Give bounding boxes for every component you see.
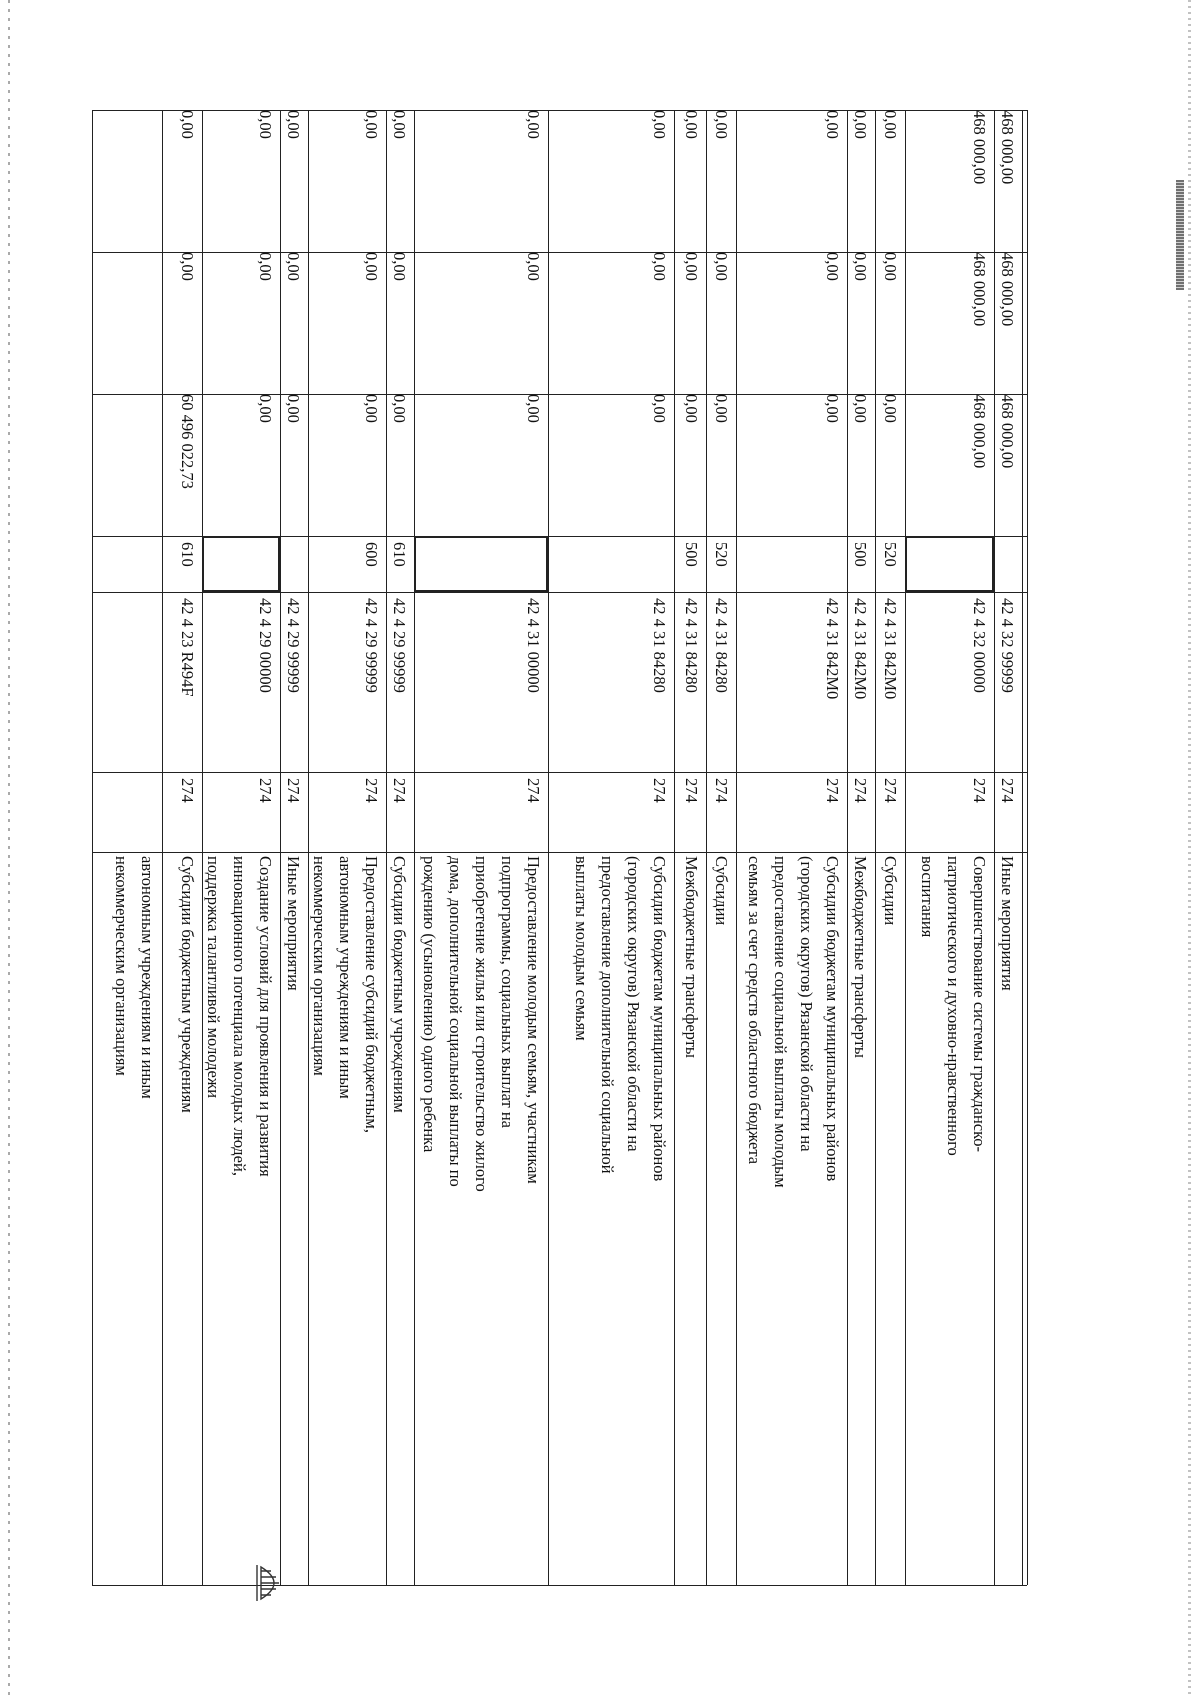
table-cell-desc: Субсидии бюджетным учреждениям [162, 852, 202, 1585]
table-cell-v3: 0,00 [414, 110, 548, 252]
table-cell-v2: 0,00 [674, 252, 706, 394]
table-cell-vedomstvo [92, 772, 162, 852]
table-cell-csr [1022, 592, 1027, 772]
table-cell-v3: 0,00 [736, 110, 847, 252]
table-cell-csr: 42 4 31 842M0 [875, 592, 905, 772]
table-cell-csr: 42 4 31 00000 [414, 592, 548, 772]
table-cell-vedomstvo: 274 [280, 772, 308, 852]
table-cell-v1: 468 000,00 [994, 394, 1022, 536]
table-cell-vedomstvo: 274 [308, 772, 386, 852]
table-cell-desc: Предоставление молодым семьям, участникам подпрограммы, социальных выплат на приобретение жилья или строительство жилого дома, дополнительной социальной выплаты по рождению (усыновлению) одного ребенка [414, 852, 548, 1585]
table-cell-vedomstvo: 274 [736, 772, 847, 852]
table-cell-vr: 500 [674, 536, 706, 592]
table-cell-vedomstvo: 274 [548, 772, 674, 852]
table-cell-desc: автономным учреждениям и иным некоммерческим организациям [92, 852, 162, 1585]
table-cell-v3: 0,00 [706, 110, 736, 252]
highlighted-empty-cell [905, 536, 994, 592]
table-cell-v2: 0,00 [386, 252, 414, 394]
table-cell-v3: 0,00 [548, 110, 674, 252]
table-cell-v1: 0,00 [202, 394, 280, 536]
table-cell-v2 [1022, 252, 1027, 394]
table-cell-vr: 610 [162, 536, 202, 592]
table-cell-vedomstvo: 274 [706, 772, 736, 852]
table-cell-csr: 42 4 31 84280 [706, 592, 736, 772]
table-cell-vr [994, 536, 1022, 592]
table-cell-v2: 468 000,00 [994, 252, 1022, 394]
table-cell-csr: 42 4 32 99999 [994, 592, 1022, 772]
table-cell-v3: 0,00 [280, 110, 308, 252]
table-cell-v1: 0,00 [414, 394, 548, 536]
table-cell-vedomstvo: 274 [875, 772, 905, 852]
table-cell-v2: 0,00 [202, 252, 280, 394]
table-cell-v2: 0,00 [875, 252, 905, 394]
table-cell-desc: Субсидии [706, 852, 736, 1585]
table-cell-vedomstvo [1022, 772, 1027, 852]
table-cell-v1: 0,00 [736, 394, 847, 536]
table-cell-csr: 42 4 29 99999 [280, 592, 308, 772]
table-cell-v3: 0,00 [386, 110, 414, 252]
table-cell-v1: 0,00 [706, 394, 736, 536]
table-cell-v3: 0,00 [202, 110, 280, 252]
table-cell-vr [280, 536, 308, 592]
table-cell-vr [548, 536, 674, 592]
table-cell-vedomstvo: 274 [994, 772, 1022, 852]
table-cell-desc: Субсидии бюджетным учреждениям [386, 852, 414, 1585]
highlighted-empty-cell [414, 536, 548, 592]
table-cell-v3 [1022, 110, 1027, 252]
row-divider [1027, 110, 1028, 1585]
table-cell-v1: 0,00 [386, 394, 414, 536]
table-cell-v2: 468 000,00 [905, 252, 994, 394]
table-cell-v2: 0,00 [414, 252, 548, 394]
table-cell-csr: 42 4 29 00000 [202, 592, 280, 772]
highlighted-empty-cell [202, 536, 280, 592]
table-cell-v2: 0,00 [280, 252, 308, 394]
table-cell-v1 [92, 394, 162, 536]
table-cell-desc: Предоставление субсидий бюджетным, автономным учреждениям и иным некоммерческим организациям [308, 852, 386, 1585]
table-cell-csr: 42 4 31 84280 [674, 592, 706, 772]
table-cell-v1: 468 000,00 [905, 394, 994, 536]
table-cell-v3: 0,00 [875, 110, 905, 252]
table-cell-csr [92, 592, 162, 772]
table-cell-vedomstvo: 274 [847, 772, 875, 852]
table-cell-desc: Межбюджетные трансферты [674, 852, 706, 1585]
table-cell-desc: Субсидии бюджетам муниципальных районов (городских округов) Рязанской области на предоставление дополнительной социальной выплаты молодым семьям [548, 852, 674, 1585]
table-cell-v1: 0,00 [548, 394, 674, 536]
table-cell-desc [1022, 852, 1027, 1585]
table-cell-v3: 0,00 [162, 110, 202, 252]
table-cell-vr: 520 [706, 536, 736, 592]
table-cell-csr: 42 4 29 99999 [308, 592, 386, 772]
table-cell-desc: Создание условий для проявления и развития инновационного потенциала молодых людей, поддержка талантливой молодежи [202, 852, 280, 1585]
table-cell-desc: Совершенствование системы гражданско- патриотического и духовно-нравственного воспитания [905, 852, 994, 1585]
table-cell-v2 [92, 252, 162, 394]
table-cell-desc: Иные мероприятия [280, 852, 308, 1585]
table-cell-vr [1022, 536, 1027, 592]
table-cell-csr: 42 4 31 842M0 [736, 592, 847, 772]
table-cell-v3: 468 000,00 [994, 110, 1022, 252]
table-cell-v1: 0,00 [847, 394, 875, 536]
table-cell-desc: Субсидии [875, 852, 905, 1585]
table-cell-csr: 42 4 23 R494F [162, 592, 202, 772]
table-cell-v2: 0,00 [162, 252, 202, 394]
table-cell-v3: 0,00 [847, 110, 875, 252]
column-divider [92, 1585, 1027, 1586]
table-cell-desc: Иные мероприятия [994, 852, 1022, 1585]
table-cell-v1: 0,00 [875, 394, 905, 536]
budget-table [92, 110, 1027, 1585]
table-cell-vedomstvo: 274 [202, 772, 280, 852]
table-cell-vr [92, 536, 162, 592]
table-cell-desc: Межбюджетные трансферты [847, 852, 875, 1585]
table-cell-vr: 500 [847, 536, 875, 592]
logo-icon [250, 1560, 294, 1606]
table-cell-v1: 60 496 022,73 [162, 394, 202, 536]
table-cell-v2: 0,00 [736, 252, 847, 394]
table-cell-vr: 610 [386, 536, 414, 592]
table-cell-v3: 0,00 [674, 110, 706, 252]
table-cell-v2: 0,00 [706, 252, 736, 394]
table-cell-v1 [1022, 394, 1027, 536]
table-cell-v3 [92, 110, 162, 252]
table-cell-desc: Субсидии бюджетам муниципальных районов (городских округов) Рязанской области на предоставление социальной выплаты молодым семьям за счет средств областного бюджета [736, 852, 847, 1585]
table-cell-vedomstvo: 274 [162, 772, 202, 852]
table-cell-v1: 0,00 [674, 394, 706, 536]
table-cell-v1: 0,00 [280, 394, 308, 536]
table-cell-vedomstvo: 274 [414, 772, 548, 852]
table-cell-csr: 42 4 31 84280 [548, 592, 674, 772]
table-cell-vr [736, 536, 847, 592]
table-cell-csr: 42 4 32 00000 [905, 592, 994, 772]
table-cell-v2: 0,00 [308, 252, 386, 394]
table-cell-v3: 468 000,00 [905, 110, 994, 252]
table-cell-vedomstvo: 274 [674, 772, 706, 852]
table-cell-csr: 42 4 31 842M0 [847, 592, 875, 772]
table-cell-v2: 0,00 [548, 252, 674, 394]
table-cell-vr: 520 [875, 536, 905, 592]
table-cell-vedomstvo: 274 [386, 772, 414, 852]
table-cell-v2: 0,00 [847, 252, 875, 394]
table-cell-v1: 0,00 [308, 394, 386, 536]
table-cell-v3: 0,00 [308, 110, 386, 252]
table-cell-vr: 600 [308, 536, 386, 592]
table-cell-csr: 42 4 29 99999 [386, 592, 414, 772]
table-cell-vedomstvo: 274 [905, 772, 994, 852]
